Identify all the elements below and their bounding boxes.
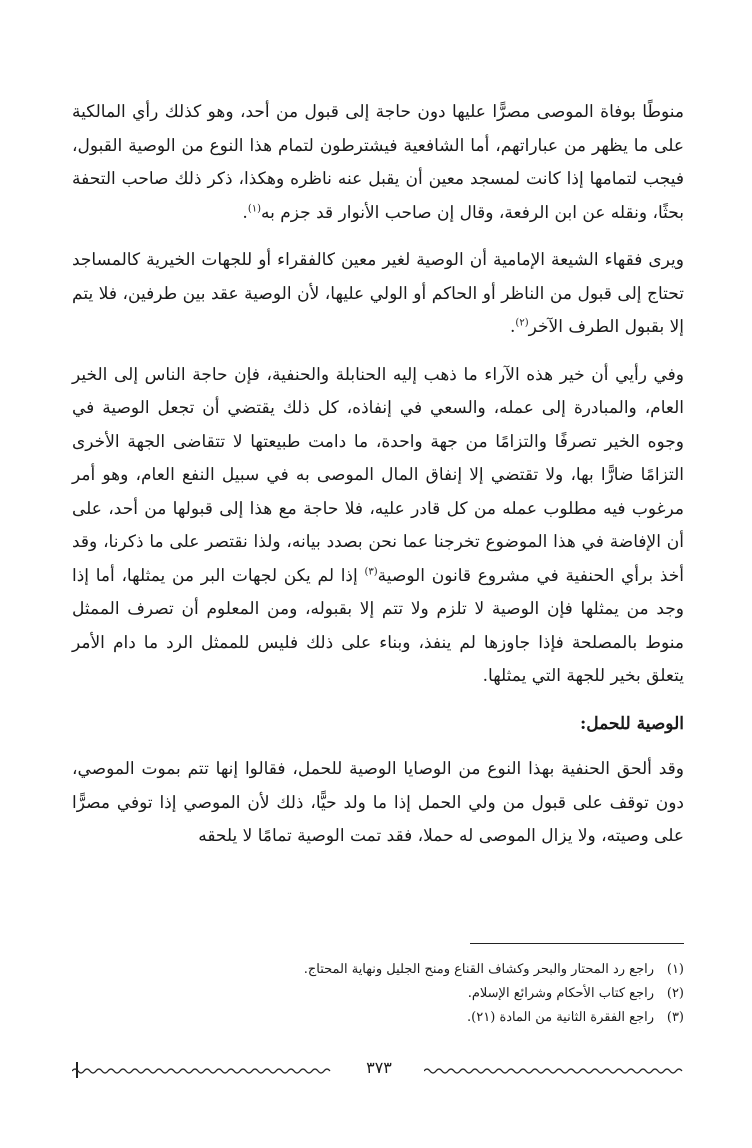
footnote-2-text: راجع كتاب الأحكام وشرائع الإسلام. [467,986,654,1001]
footer-ornament-left [72,1066,334,1076]
page-number: ٣٧٣ [366,1058,392,1077]
footnote-1-text: راجع رد المحتار والبحر وكشاف القناع ومنح الجليل ونهاية المحتاج. [303,962,654,977]
page-footer [72,1058,684,1082]
footer-ornament-right [424,1066,684,1076]
paragraph-4: وقد ألحق الحنفية بهذا النوع من الوصايا الوصية للحمل، فقالوا إنها تتم بموت الموصي، دون توقف على قبول من ولي الحمل إذا ما ولد حيًّا، ذلك لأن الموصي إذا توفي مصرًّا على وصيته، ولا يزال الموصى له حملا، فقد تمت الوصية تمامًا لا يلحقه [72,759,684,846]
footnote-2-number: (٢) [666,986,684,1001]
paragraph-3 [72,359,684,694]
paragraph-2-text: ويرى فقهاء الشيعة الإمامية أن الوصية لغير معين كالفقراء أو للجهات الخيرية كالمساجد تحتاج إلى قبول من الناظر أو الحاكم أو الولي عليها، لأن الوصية عقد بين طرفين، فلا يتم إلا بقبول الطرف الآخر [72,250,684,337]
paragraph-2: ويرى فقهاء الشيعة الإمامية أن الوصية لغير معين كالفقراء أو للجهات الخيرية كالمساجد تحتاج إلى قبول من الناظر أو الحاكم أو الولي عليها، لأن الوصية عقد بين طرفين، فلا يتم إلا بقبول الطرف الآخر$^{(٢)}$. [72,250,684,337]
footnote-ref-3: (٣) [364,565,378,577]
footnote-divider [470,943,684,944]
paragraph-1: منوطًا بوفاة الموصى مصرًّا عليها دون حاجة إلى قبول من أحد، وهو كذلك رأي المالكية على ما يظهر من عباراتهم، أما الشافعية فيشترطون لتمام هذا النوع من الوصية القبول، فيجب لتمامها إذا كانت لمسجد معين أن يقبل عنه ناظره وهكذا، ذكر ذلك صاحب التحفة بحثًا، ونقله عن ابن الرفعة، وقال إن صاحب الأنوار قد جزم به$^{(١)}$. [72,102,684,223]
footnote-3-text: راجع الفقرة الثانية من المادة (٢١). [467,1010,654,1025]
footnote-ref-1: (١) [247,202,262,214]
footnote-3-number: (٣) [666,1010,684,1025]
footnote-1 [72,958,684,982]
paragraph-3-continuation: إذا لم يكن لجهات البر من يمثلها، أما إذا وجد من يمثلها فإن الوصية لا تلزم ولا تتم إلا بقبوله، ومن المعلوم أن تصرف الممثل منوط بالمصلحة فإذا جاوزها لم ينفذ، وبناء على ذلك فليس للممثل الرد ما دام الأمر يتعلق بخير للجهة التي يمثلها. [72,565,684,686]
section-heading: الوصية للحمل: [579,713,684,734]
footnote-1-number: (١) [666,962,684,977]
paragraph-3-text: وفي رأيي أن خير هذه الآراء ما ذهب إليه الحنابلة والحنفية، فإن حاجة الناس إلى الخير العام، والمبادرة إلى عمله، والسعي في إنفاذه، كل ذلك يقتضي أن تجعل الوصية في وجوه الخير تصرفًا والتزامًا من جهة واحدة، ما دامت طبيعتها لا تتقاضى الجهة الأخرى التزامًا ضارًّا بها، ولا تقتضي إلا إنفاق المال الموصى به في سبيل النفع العام، وهو أمر مرغوب فيه مطلوب عمله من كل قادر عليه، فلا حاجة مع هذا إلى قبولها من أحد، على أن الإفاضة في هذا الموضوع تخرجنا عما نحن بصدد بيانه، ولذا نقتصر على ما ذكرنا، وقد أخذ برأي الحنفية في مشروع قانون الوصية [72,364,685,586]
footer-edge-mark [76,1062,78,1078]
paragraph-1-text: منوطًا بوفاة الموصى مصرًّا عليها دون حاجة إلى قبول من أحد، وهو كذلك رأي المالكية على ما يظهر من عباراتهم، أما الشافعية فيشترطون لتمام هذا النوع من الوصية القبول، فيجب لتمامها إذا كانت لمسجد معين أن يقبل عنه ناظره وهكذا، ذكر ذلك صاحب التحفة بحثًا، ونقله عن ابن الرفعة، وقال إن صاحب الأنوار قد جزم به [72,102,684,223]
footnote-3 [72,1006,684,1030]
body-text [72,96,684,868]
footnotes [72,958,684,1030]
footnote-2 [72,982,684,1006]
footnote-ref-2: (٢) [515,317,529,329]
